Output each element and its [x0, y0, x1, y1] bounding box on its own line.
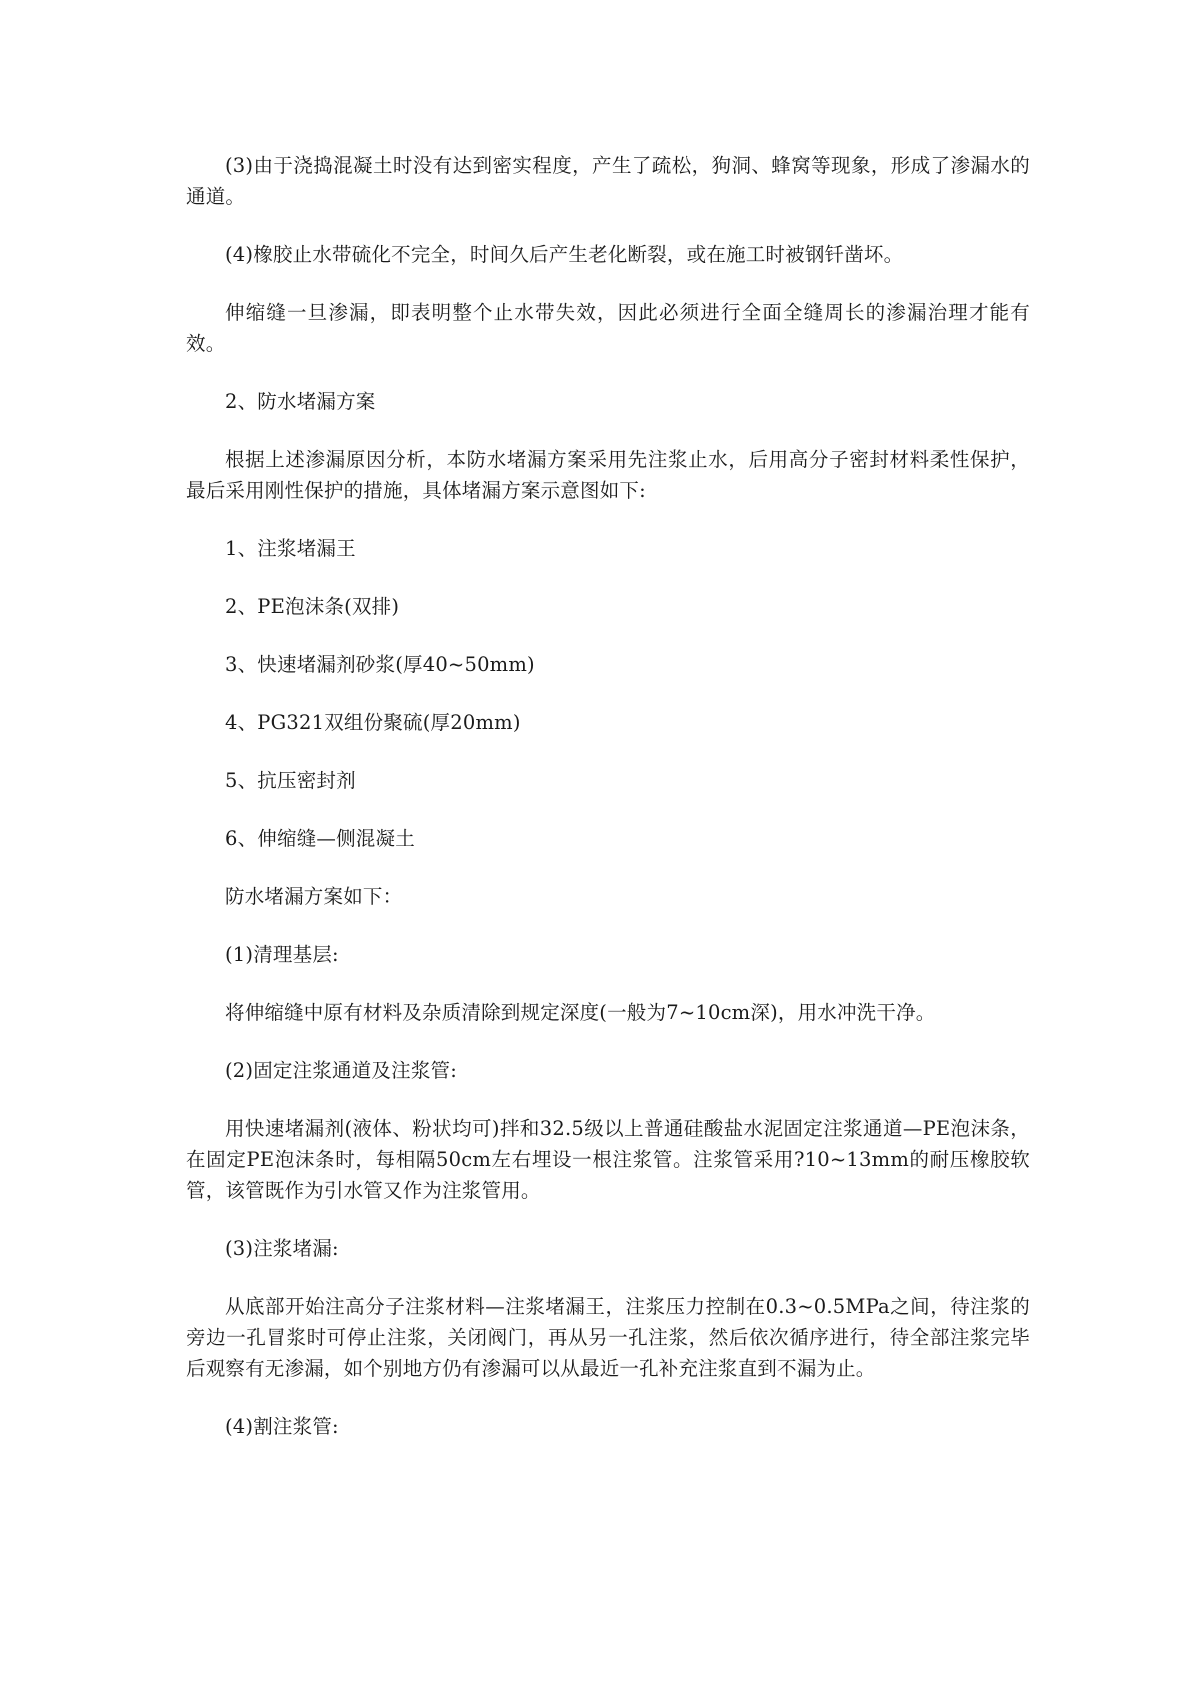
paragraph-cause-4: (4)橡胶止水带硫化不完全，时间久后产生老化断裂，或在施工时被钢钎凿坏。	[225, 243, 904, 266]
step-heading-1: (1)清理基层:	[225, 943, 339, 966]
document-body	[186, 150, 1030, 1469]
step-heading-4: (4)割注浆管:	[225, 1415, 339, 1438]
list-item-2: 2、PE泡沫条(双排)	[225, 595, 400, 618]
list-item-1: 1、注浆堵漏王	[225, 537, 356, 560]
paragraph-conclusion: 伸缩缝一旦渗漏，即表明整个止水带失效，因此必须进行全面全缝周长的渗漏治理才能有效。	[186, 301, 1030, 355]
list-item-4: 4、PG321双组份聚硫(厚20mm)	[225, 711, 521, 734]
list-item-3: 3、快速堵漏剂砂浆(厚40~50mm)	[225, 653, 535, 676]
step-body-1: 将伸缩缝中原有材料及杂质清除到规定深度(一般为7~10cm深)，用水冲洗干净。	[225, 1001, 936, 1024]
paragraph-plan-steps-intro: 防水堵漏方案如下：	[225, 885, 403, 908]
step-body-3: 从底部开始注高分子注浆材料—注浆堵漏王，注浆压力控制在0.3~0.5MPa之间，待注浆的旁边一孔冒浆时可停止注浆，关闭阀门，再从另一孔注浆，然后依次循序进行，待全部注浆完毕后观察有无渗漏，如个别地方仍有渗漏可以从最近一孔补充注浆直到不漏为止。	[186, 1295, 1030, 1380]
list-item-5: 5、抗压密封剂	[225, 769, 356, 792]
step-heading-2: (2)固定注浆通道及注浆管:	[225, 1059, 457, 1082]
section-heading-plan: 2、防水堵漏方案	[225, 390, 376, 413]
step-body-2: 用快速堵漏剂(液体、粉状均可)拌和32.5级以上普通硅酸盐水泥固定注浆通道—PE泡沫条，在固定PE泡沫条时，每相隔50cm左右埋设一根注浆管。注浆管采用?10~13mm的耐压橡胶软管，该管既作为引水管又作为注浆管用。	[186, 1117, 1030, 1202]
list-item-6: 6、伸缩缝—侧混凝土	[225, 827, 415, 850]
step-heading-3: (3)注浆堵漏:	[225, 1237, 339, 1260]
paragraph-cause-3: (3)由于浇捣混凝土时没有达到密实程度，产生了疏松，狗洞、蜂窝等现象，形成了渗漏水的通道。	[186, 154, 1030, 208]
paragraph-plan-intro: 根据上述渗漏原因分析，本防水堵漏方案采用先注浆止水，后用高分子密封材料柔性保护，最后采用刚性保护的措施，具体堵漏方案示意图如下:	[186, 448, 1030, 502]
